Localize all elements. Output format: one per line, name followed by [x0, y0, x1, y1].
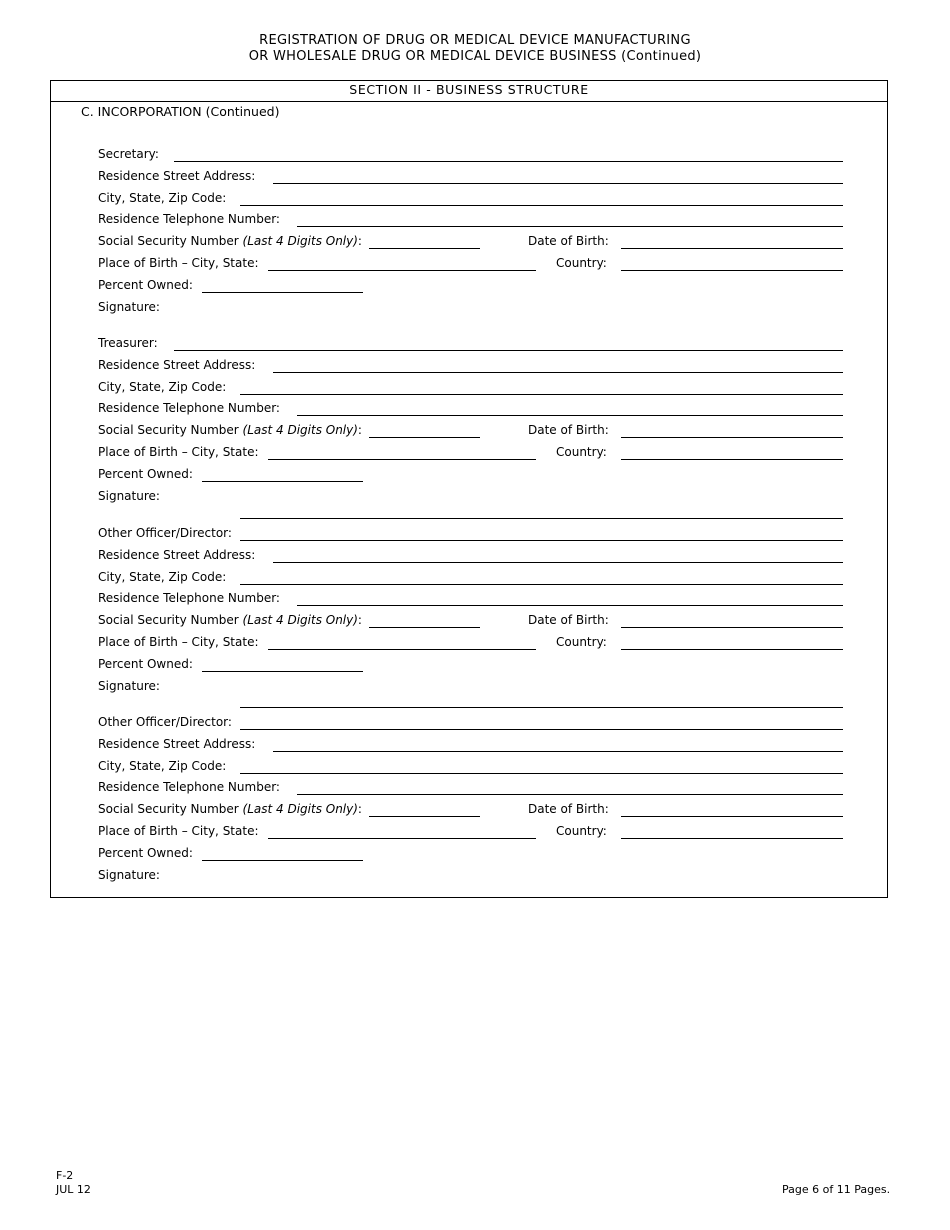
officer-3-ssn-label-qualifier: (Last 4 Digits Only) — [242, 613, 358, 628]
officer-4-ssn-label-qualifier: (Last 4 Digits Only) — [242, 802, 358, 817]
officer-4-pob-field[interactable] — [268, 838, 536, 839]
officer-2-ssn-label-qualifier: (Last 4 Digits Only) — [242, 423, 358, 438]
officer-3-pob-label: Place of Birth – City, State: — [98, 635, 259, 649]
officer-1-percent-field[interactable] — [202, 292, 363, 293]
officer-1-country-field[interactable] — [621, 270, 843, 271]
officer-1-ssn-label-colon: : — [357, 234, 362, 249]
officer-1-address-field[interactable] — [273, 183, 843, 184]
officer-1-ssn-field[interactable] — [369, 248, 480, 249]
officer-1-ssn-label-qualifier: (Last 4 Digits Only) — [242, 234, 358, 249]
officer-2-pob-label: Place of Birth – City, State: — [98, 445, 259, 459]
officer-3-ssn-label — [98, 613, 362, 627]
officer-3-address-field[interactable] — [273, 562, 843, 563]
officer-3-signature-label: Signature: — [98, 678, 160, 693]
officer-3-country-label: Country: — [556, 635, 607, 649]
officer-2-country-field[interactable] — [621, 459, 843, 460]
officer-4-name-field-extra-line[interactable] — [240, 707, 843, 708]
officer-4-ssn-label-colon: : — [357, 802, 362, 817]
officer-4-pob-label: Place of Birth – City, State: — [98, 824, 259, 838]
officer-2-dob-label: Date of Birth: — [528, 423, 609, 438]
officer-1-phone-field[interactable] — [297, 226, 843, 227]
officer-1-country-label: Country: — [556, 256, 607, 270]
officer-4-percent-label: Percent Owned: — [98, 845, 193, 860]
officer-1-city-label: City, State, Zip Code: — [98, 190, 227, 205]
form-date: JUL 12 — [56, 1183, 91, 1196]
officer-3-country-field[interactable] — [621, 649, 843, 650]
officer-1-dob-label: Date of Birth: — [528, 234, 609, 249]
officer-4-city-label: City, State, Zip Code: — [98, 758, 227, 773]
officer-1-dob-field[interactable] — [621, 248, 843, 249]
officer-3-city-label: City, State, Zip Code: — [98, 569, 227, 584]
officer-1-phone-label: Residence Telephone Number: — [98, 212, 280, 227]
officer-3-pob-field[interactable] — [268, 649, 536, 650]
officer-2-ssn-label — [98, 423, 362, 437]
officer-3-ssn-label-colon: : — [357, 613, 362, 628]
page-info: Page 6 of 11 Pages. — [782, 1183, 891, 1196]
officer-2-ssn-field[interactable] — [369, 437, 480, 438]
officer-1-ssn-label-text: Social Security Number — [98, 234, 243, 249]
officer-2-ssn-label-text: Social Security Number — [98, 423, 243, 438]
officer-4-address-field[interactable] — [273, 751, 843, 752]
officer-1-pob-field[interactable] — [268, 270, 536, 271]
officer-3-dob-label: Date of Birth: — [528, 613, 609, 628]
officer-2-country-label: Country: — [556, 445, 607, 459]
officer-3-city-field[interactable] — [240, 584, 843, 585]
officer-2-dob-field[interactable] — [621, 437, 843, 438]
officer-4-dob-label: Date of Birth: — [528, 802, 609, 817]
officer-4-title-label: Other Officer/Director: — [98, 715, 232, 729]
officer-2-phone-field[interactable] — [297, 415, 843, 416]
officer-4-phone-label: Residence Telephone Number: — [98, 780, 280, 795]
form-title-line2: OR WHOLESALE DRUG OR MEDICAL DEVICE BUSINESS (Continued) — [248, 49, 702, 64]
officer-2-signature-label: Signature: — [98, 488, 160, 503]
form-title-line1: REGISTRATION OF DRUG OR MEDICAL DEVICE MANUFACTURING — [259, 33, 691, 48]
officer-2-percent-field[interactable] — [202, 481, 363, 482]
officer-2-city-field[interactable] — [240, 394, 843, 395]
officer-2-address-field[interactable] — [273, 372, 843, 373]
officer-3-phone-field[interactable] — [297, 605, 843, 606]
officer-4-dob-field[interactable] — [621, 816, 843, 817]
officer-4-phone-field[interactable] — [297, 794, 843, 795]
officer-3-address-label: Residence Street Address: — [98, 547, 256, 562]
officer-1-address-label: Residence Street Address: — [98, 168, 256, 183]
officer-3-percent-label: Percent Owned: — [98, 656, 193, 671]
subsection-title: C. INCORPORATION (Continued) — [81, 104, 280, 119]
officer-3-phone-label: Residence Telephone Number: — [98, 591, 280, 606]
officer-2-pob-field[interactable] — [268, 459, 536, 460]
officer-4-ssn-label-text: Social Security Number — [98, 802, 243, 817]
officer-2-title-label: Treasurer: — [98, 336, 158, 350]
officer-1-name-field[interactable] — [174, 161, 843, 162]
officer-4-address-label: Residence Street Address: — [98, 736, 256, 751]
officer-4-country-field[interactable] — [621, 838, 843, 839]
officer-1-percent-label: Percent Owned: — [98, 277, 193, 292]
officer-2-phone-label: Residence Telephone Number: — [98, 401, 280, 416]
officer-1-pob-label: Place of Birth – City, State: — [98, 256, 259, 270]
officer-3-dob-field[interactable] — [621, 627, 843, 628]
officer-3-percent-field[interactable] — [202, 671, 363, 672]
officer-3-name-field[interactable] — [240, 540, 843, 541]
officer-4-country-label: Country: — [556, 824, 607, 838]
officer-1-title-label: Secretary: — [98, 147, 159, 161]
officer-4-name-field[interactable] — [240, 729, 843, 730]
officer-4-signature-label: Signature: — [98, 867, 160, 882]
officer-3-ssn-label-text: Social Security Number — [98, 613, 243, 628]
officer-1-ssn-label — [98, 234, 362, 248]
officer-1-city-field[interactable] — [240, 205, 843, 206]
officer-3-ssn-field[interactable] — [369, 627, 480, 628]
officer-4-ssn-field[interactable] — [369, 816, 480, 817]
officer-3-name-field-extra-line[interactable] — [240, 518, 843, 519]
officer-3-title-label: Other Officer/Director: — [98, 526, 232, 540]
section-title: SECTION II - BUSINESS STRUCTURE — [50, 80, 888, 102]
officer-4-ssn-label — [98, 802, 362, 816]
officer-2-city-label: City, State, Zip Code: — [98, 379, 227, 394]
officer-2-ssn-label-colon: : — [357, 423, 362, 438]
officer-4-city-field[interactable] — [240, 773, 843, 774]
officer-2-address-label: Residence Street Address: — [98, 357, 256, 372]
officer-1-signature-label: Signature: — [98, 299, 160, 314]
form-id: F-2 — [56, 1169, 74, 1182]
officer-2-percent-label: Percent Owned: — [98, 466, 193, 481]
officer-2-name-field[interactable] — [174, 350, 843, 351]
officer-4-percent-field[interactable] — [202, 860, 363, 861]
